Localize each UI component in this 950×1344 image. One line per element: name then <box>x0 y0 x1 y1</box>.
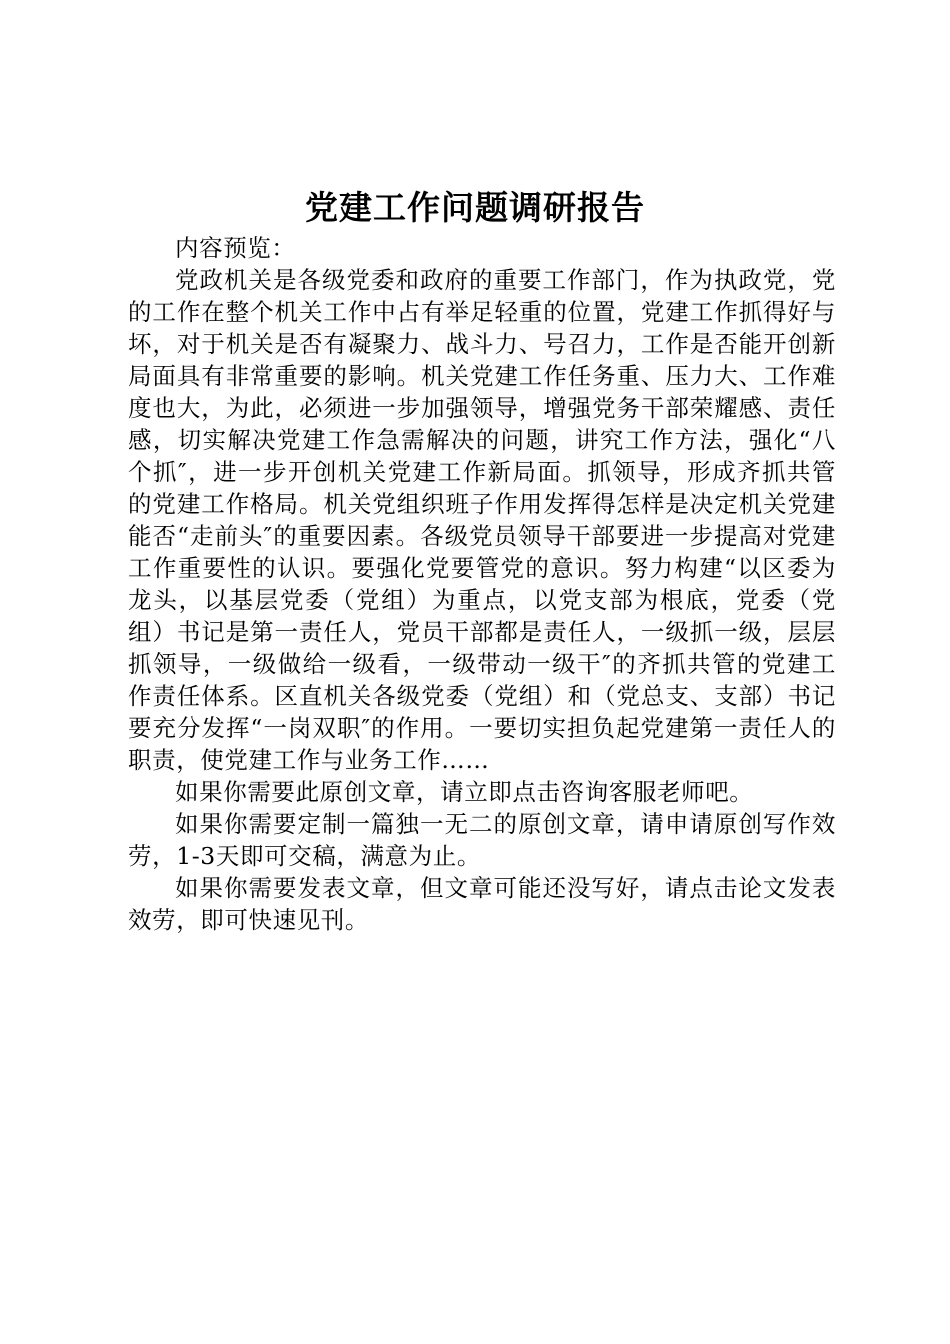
publish-paragraph: 如果你需要发表文章，但文章可能还没写好，请点击论文发表效劳，即可快速见刊。 <box>128 874 836 934</box>
document-body <box>128 232 836 936</box>
custom-writing-paragraph: 如果你需要定制一篇独一无二的原创文章，请申请原创写作效劳，1-3天即可交稿，满意为止。 <box>128 810 836 870</box>
consult-paragraph: 如果你需要此原创文章，请立即点击咨询客服老师吧。 <box>175 778 754 806</box>
preview-paragraph: 党政机关是各级党委和政府的重要工作部门，作为执政党，党的工作在整个机关工作中占有举足轻重的位置，党建工作抓得好与坏，对于机关是否有凝聚力、战斗力、号召力，工作是否能开创新局面具有非常重要的影响。机关党建工作任务重、压力大、工作难度也大，为此，必须进一步加强领导，增强党务干部荣耀感、责任感，切实解决党建工作急需解决的问题，讲究工作方法，强化“八个抓″，进一步开创机关党建工作新局面。抓领导，形成齐抓共管的党建工作格局。机关党组织班子作用发挥得怎样是决定机关党建能否“走前头″的重要因素。各级党员领导干部要进一步提高对党建工作重要性的认识。要强化党要管党的意识。努力构建“以区委为龙头，以基层党委（党组）为重点，以党支部为根底，党委（党组）书记是第一责任人，党员干部都是责任人，一级抓一级，层层抓领导，一级做给一级看，一级带动一级干″的齐抓共管的党建工作责任体系。区直机关各级党委（党组）和（党总支、支部）书记要充分发挥“一岗双职″的作用。一要切实担负起党建第一责任人的职责，使党建工作与业务工作…… <box>128 266 836 774</box>
preview-label: 内容预览： <box>175 234 296 262</box>
document-title: 党建工作问题调研报告 <box>305 188 645 227</box>
